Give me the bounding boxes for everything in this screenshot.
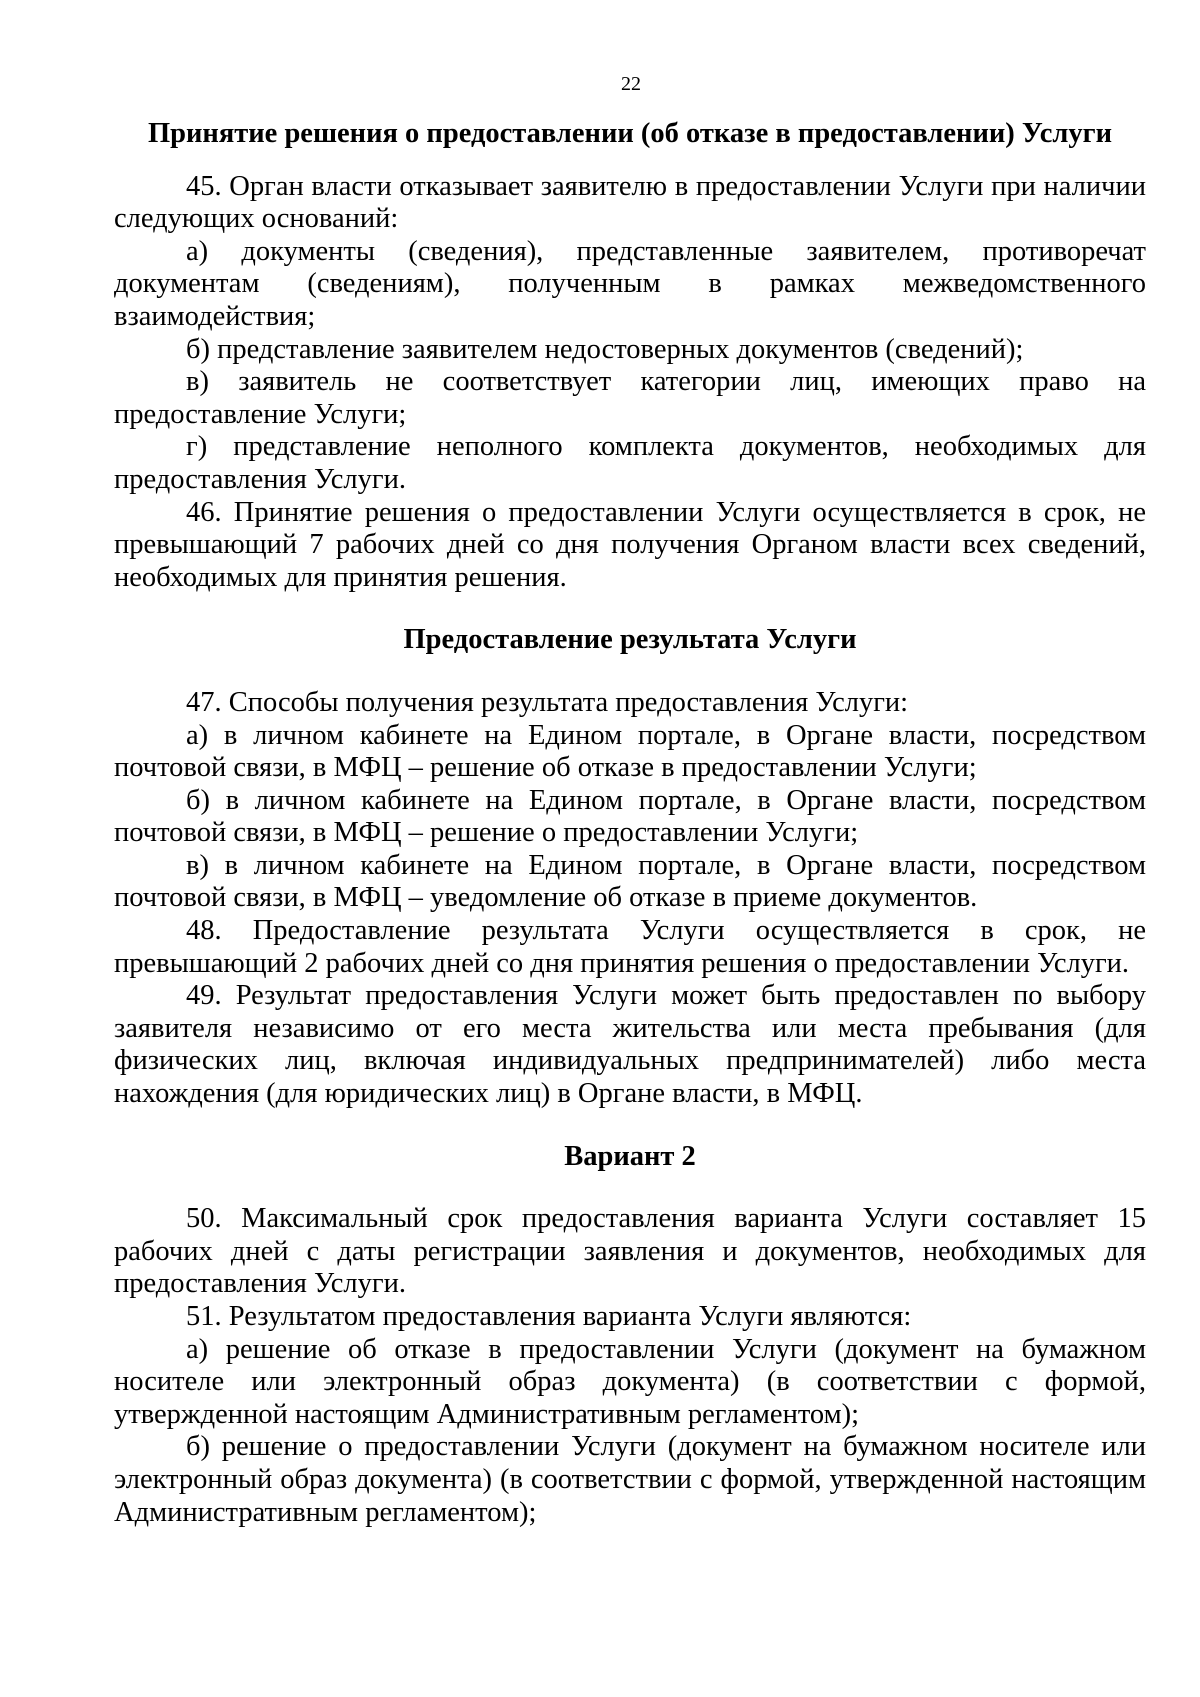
paragraph-51-a: а) решение об отказе в предоставлении Услуги (документ на бумажном носителе или электронный образ документа) (в соответствии с формой, утвержденной настоящим Административным регламентом); [114,1333,1146,1430]
paragraph-45-g: г) представление неполного комплекта документов, необходимых для предоставления Услуги. [114,431,1146,495]
paragraph-45: 45. Орган власти отказывает заявителю в предоставлении Услуги при наличии следующих оснований: [114,170,1146,235]
paragraph-45-b: б) представление заявителем недостоверных документов (сведений); [186,333,1024,365]
page-number: 22 [621,73,641,95]
section-heading-result: Предоставление результата Услуги [403,624,857,656]
paragraph-47-b: б) в личном кабинете на Едином портале, в Органе власти, посредством почтовой связи, в МФЦ – решение о предоставлении Услуги; [114,784,1146,849]
paragraph-47: 47. Способы получения результата предоставления Услуги: [186,686,909,718]
paragraph-47-a: а) в личном кабинете на Едином портале, в Органе власти, посредством почтовой связи, в МФЦ – решение об отказе в предоставлении Услуги; [114,719,1146,784]
paragraph-45-v: в) заявитель не соответствует категории лиц, имеющих право на предоставление Услуги; [114,366,1146,430]
paragraph-48: 48. Предоставление результата Услуги осуществляется в срок, не превышающий 2 рабочих дней со дня принятия решения о предоставлении Услуги. [114,915,1146,979]
document-body [114,118,1146,1529]
section-heading-variant-2: Вариант 2 [564,1140,696,1172]
paragraph-51: 51. Результатом предоставления варианта Услуги являются: [186,1301,912,1332]
paragraph-47-v: в) в личном кабинете на Едином портале, в Органе власти, посредством почтовой связи, в МФЦ – уведомление об отказе в приеме документов. [114,849,1146,914]
paragraph-50: 50. Максимальный срок предоставления варианта Услуги составляет 15 рабочих дней с даты регистрации заявления и документов, необходимых для предоставления Услуги. [114,1203,1146,1300]
section-heading-decision: Принятие решения о предоставлении (об отказе в предоставлении) Услуги [147,118,1112,149]
paragraph-49: 49. Результат предоставления Услуги может быть предоставлен по выбору заявителя независимо от его места жительства или места пребывания (для физических лиц, включая индивидуальных предпринимателей) либо места нахождения (для юридических лиц) в Органе власти, в МФЦ. [114,980,1146,1110]
paragraph-46: 46. Принятие решения о предоставлении Услуги осуществляется в срок, не превышающий 7 рабочих дней со дня получения Органом власти всех сведений, необходимых для принятия решения. [114,496,1146,593]
paragraph-51-b: б) решение о предоставлении Услуги (документ на бумажном носителе или электронный образ документа) (в соответствии с формой, утвержденной настоящим Административным регламентом); [114,1431,1146,1528]
paragraph-45-a: а) документы (сведения), представленные заявителем, противоречат документам (сведениям), полученным в рамках межведомственного взаимодействия; [114,235,1146,332]
